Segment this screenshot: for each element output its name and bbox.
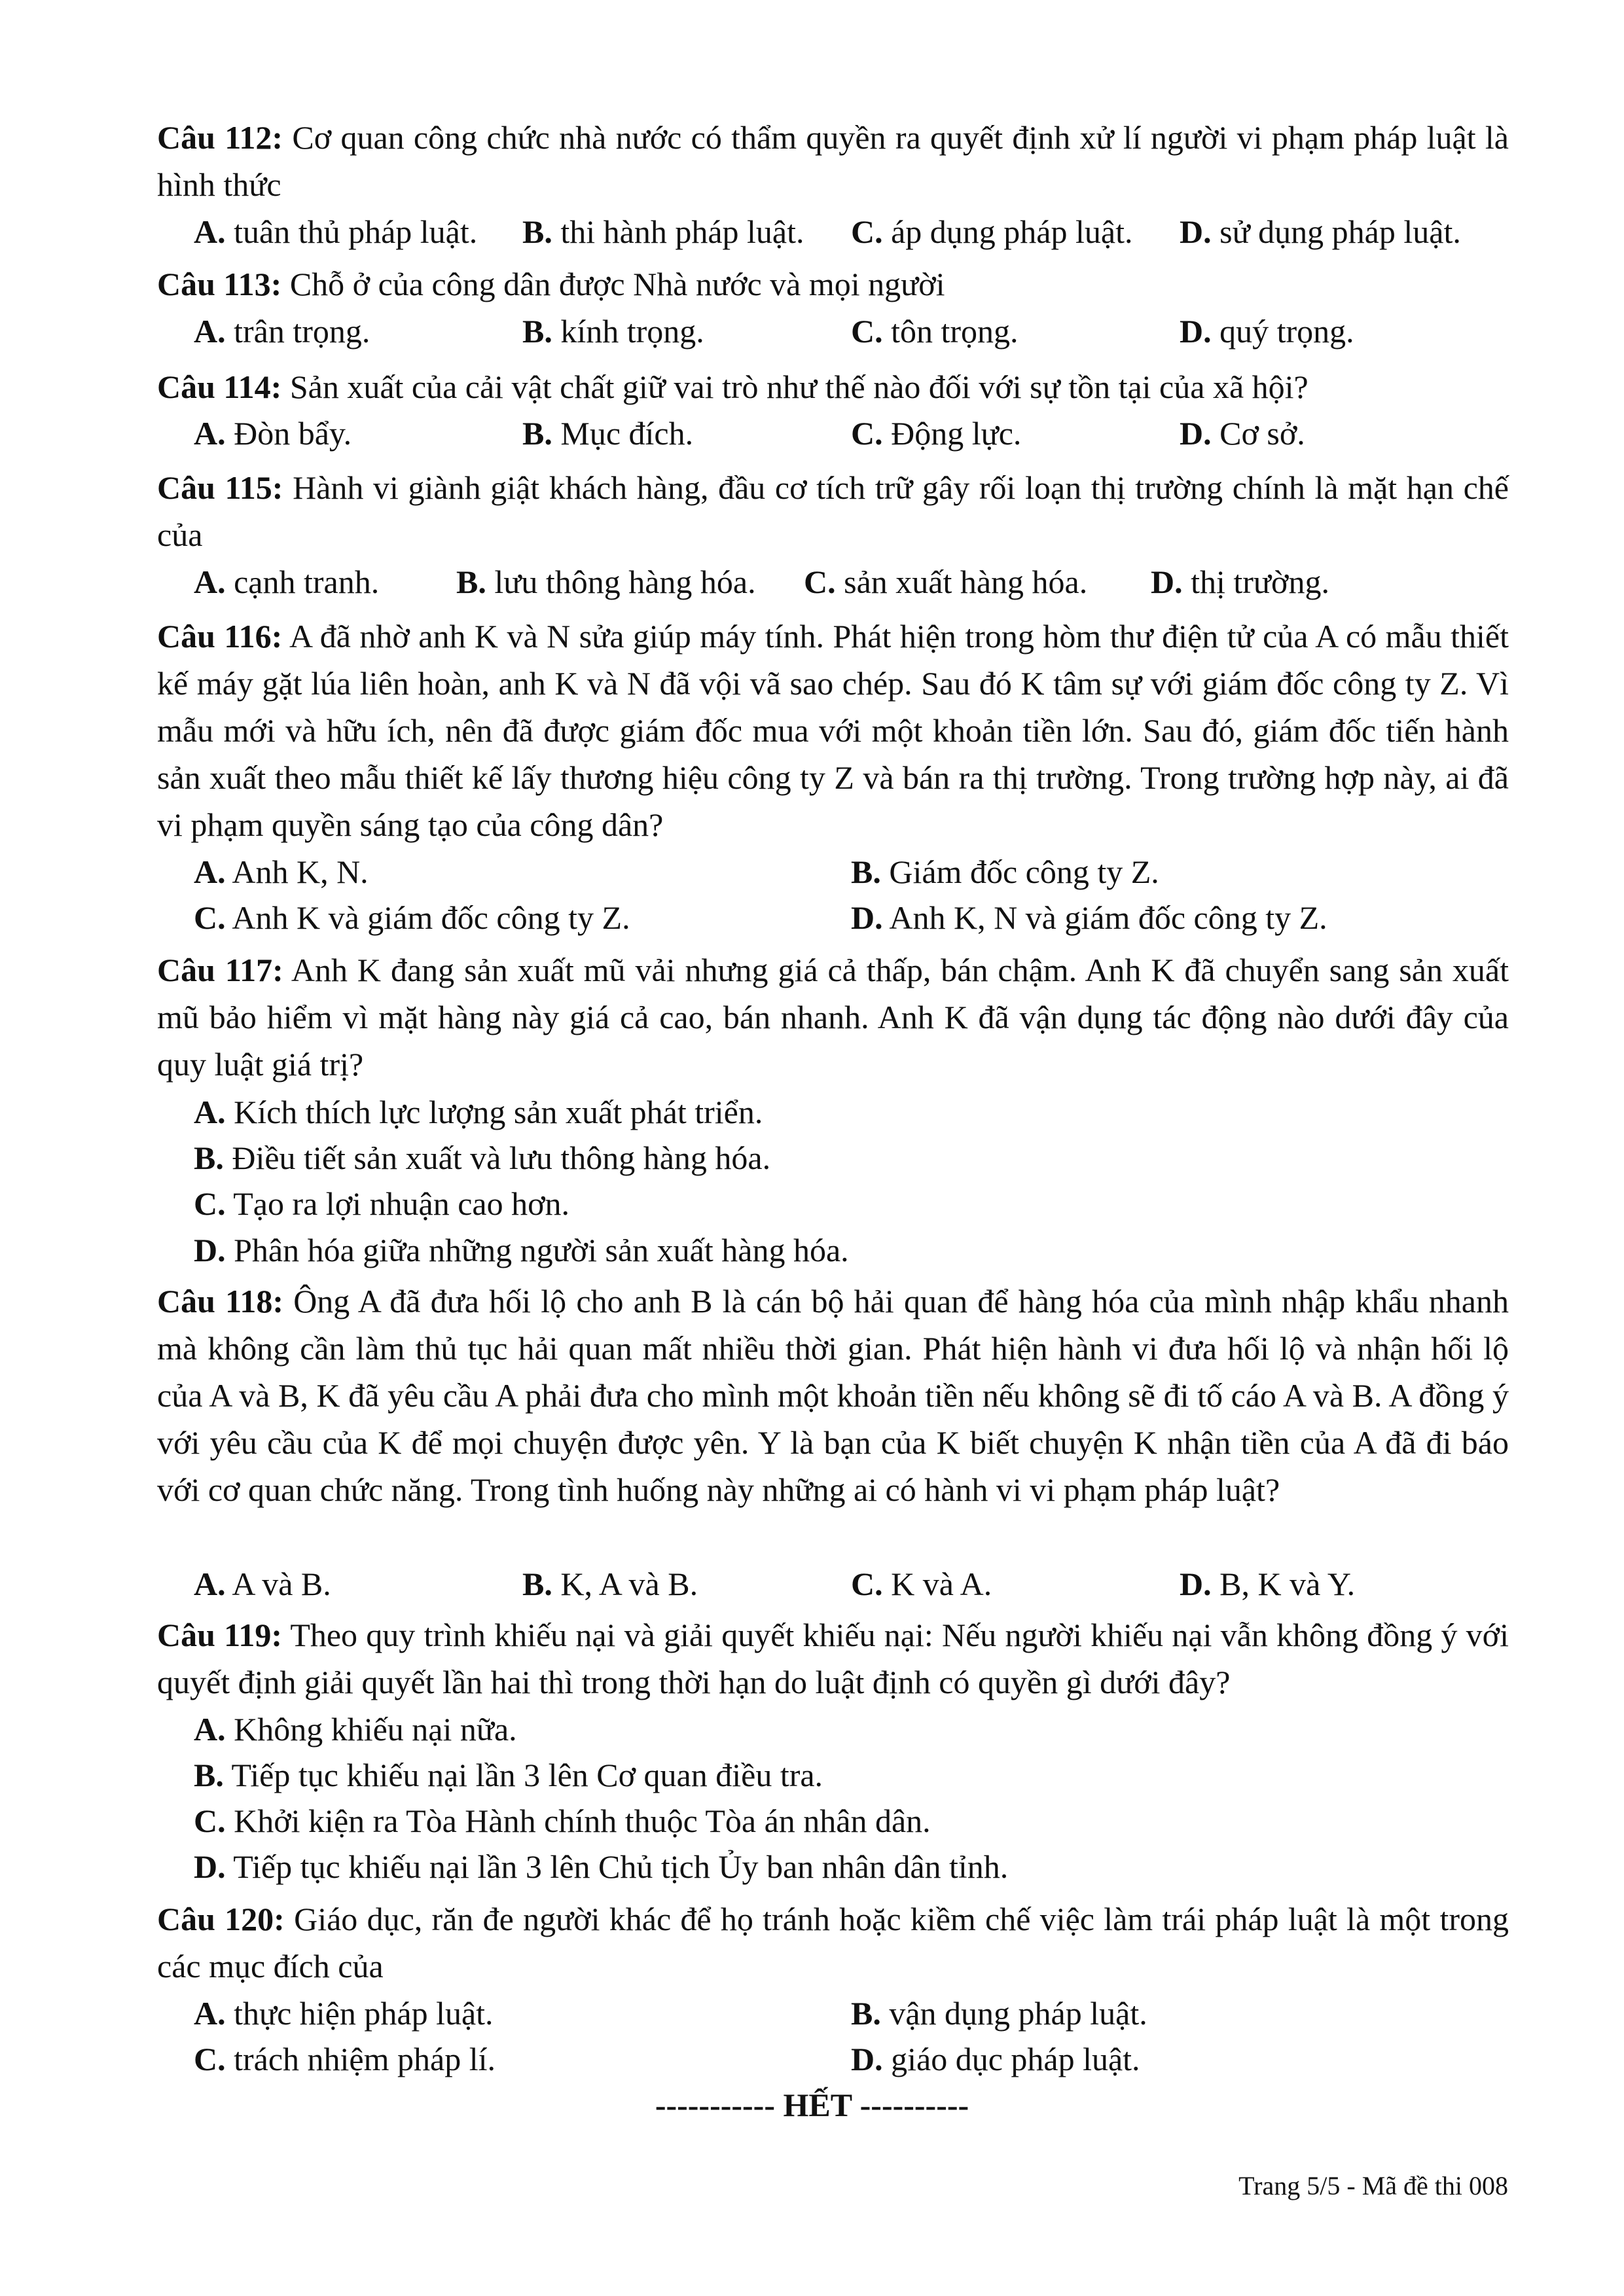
question-text: Giáo dục, răn đe người khác để họ tránh hoặc kiềm chế việc làm trái pháp luật là một trong các mục đích của [157,1901,1509,1984]
question-text: Hành vi giành giật khách hàng, đầu cơ tích trữ gây rối loạn thị trường chính là mặt hạn chế của [157,469,1509,553]
option-c: C. Khởi kiện ra Tòa Hành chính thuộc Tòa án nhân dân. [194,1803,931,1839]
option-d: D. quý trọng. [1180,313,1354,350]
option-b: B. Giám đốc công ty Z. [851,853,1159,890]
question-number: Câu 112: [157,119,283,156]
option-b: B. Tiếp tục khiếu nại lần 3 lên Cơ quan điều tra. [194,1757,823,1793]
option-c: C. sản xuất hàng hóa. [804,564,1088,600]
option-d: D. B, K và Y. [1180,1566,1356,1602]
option-a: A. A và B. [194,1566,331,1602]
option-c: C. áp dụng pháp luật. [851,213,1133,250]
option-b: B. vận dụng pháp luật. [851,1995,1147,2032]
option-b: B. Điều tiết sản xuất và lưu thông hàng hóa. [194,1139,771,1176]
option-b: B. thi hành pháp luật. [522,213,804,250]
option-d: D. Cơ sở. [1180,415,1305,452]
option-a: A. Kích thích lực lượng sản xuất phát triển. [194,1094,763,1130]
option-c: C. Tạo ra lợi nhuận cao hơn. [194,1185,570,1222]
question-114 [157,363,1509,410]
question-117 [157,946,1509,1088]
question-text: Anh K đang sản xuất mũ vải nhưng giá cả thấp, bán chậm. Anh K đã chuyển sang sản xuất mũ bảo hiểm vì mặt hàng này giá cả cao, bán nhanh. Anh K đã vận dụng tác động nào dưới đây của quy luật giá trị? [157,952,1509,1083]
question-118 [157,1278,1509,1513]
question-number: Câu 113: [157,266,282,302]
page-info: Trang 5/5 - Mã đề thi 008 [1238,2171,1508,2200]
question-number: Câu 120: [157,1901,285,1937]
question-number: Câu 116: [157,618,283,655]
option-b: B. K, A và B. [522,1566,698,1602]
question-number: Câu 114: [157,368,282,405]
option-b: B. Mục đích. [522,415,694,452]
option-b: B. kính trọng. [522,313,704,350]
option-d: D. Tiếp tục khiếu nại lần 3 lên Chủ tịch Ủy ban nhân dân tỉnh. [194,1848,1009,1885]
question-number: Câu 117: [157,952,283,988]
option-c: C. Anh K và giám đốc công ty Z. [194,899,630,936]
question-116 [157,613,1509,848]
question-113 [157,260,1509,308]
option-a: A. trân trọng. [194,313,370,350]
option-a: A. Anh K, N. [194,853,369,890]
option-c: C. K và A. [851,1566,992,1602]
question-text: Ông A đã đưa hối lộ cho anh B là cán bộ hải quan để hàng hóa của mình nhập khẩu nhanh mà không cần làm thủ tục hải quan mất nhiều thời gian. Phát hiện hành vi đưa hối lộ và nhận hối lộ của A và B, K đã yêu cầu A phải đưa cho mình một khoản tiền nếu không sẽ đi tố cáo A và B. A đồng ý với yêu cầu của K để mọi chuyện được yên. Y là bạn của K biết chuyện K nhận tiền của A đã đi báo với cơ quan chức năng. Trong tình huống này những ai có hành vi vi phạm pháp luật? [157,1283,1509,1508]
option-a: A. cạnh tranh. [194,564,380,600]
question-number: Câu 118: [157,1283,283,1319]
question-text: Cơ quan công chức nhà nước có thẩm quyền ra quyết định xử lí người vi phạm pháp luật là hình thức [157,119,1509,203]
option-c: C. Động lực. [851,415,1022,452]
question-119 [157,1611,1509,1706]
question-text: Chỗ ở của công dân được Nhà nước và mọi người [289,266,945,302]
option-a: A. thực hiện pháp luật. [194,1995,494,2032]
question-112 [157,114,1509,208]
question-text: A đã nhờ anh K và N sửa giúp máy tính. Phát hiện trong hòm thư điện tử của A có mẫu thiết kế máy gặt lúa liên hoàn, anh K và N đã vội vã sao chép. Sau đó K tâm sự với giám đốc công ty Z. Vì mẫu mới và hữu ích, nên đã được giám đốc mua với một khoản tiền lớn. Sau đó, giám đốc tiến hành sản xuất theo mẫu thiết kế lấy thương hiệu công ty Z và bán ra thị trường. Trong trường hợp này, ai đã vi phạm quyền sáng tạo của công dân? [157,618,1509,843]
question-120 [157,1895,1509,1990]
option-d: D. Phân hóa giữa những người sản xuất hàng hóa. [194,1232,849,1268]
question-number: Câu 119: [157,1617,283,1653]
question-115 [157,464,1509,558]
option-a: A. Không khiếu nại nữa. [194,1711,517,1748]
question-number: Câu 115: [157,469,283,506]
option-d: D. sử dụng pháp luật. [1180,213,1461,250]
option-c: C. tôn trọng. [851,313,1019,350]
option-a: A. Đòn bẩy. [194,415,352,452]
option-d: D. Anh K, N và giám đốc công ty Z. [851,899,1327,936]
option-a: A. tuân thủ pháp luật. [194,213,478,250]
option-d: D. thị trường. [1151,564,1329,600]
option-b: B. lưu thông hàng hóa. [456,564,756,600]
end-marker: ----------- HẾT ---------- [655,2087,969,2123]
option-d: D. giáo dục pháp luật. [851,2041,1140,2077]
option-c: C. trách nhiệm pháp lí. [194,2041,496,2077]
question-text: Sản xuất của cải vật chất giữ vai trò như thế nào đối với sự tồn tại của xã hội? [289,368,1308,405]
question-text: Theo quy trình khiếu nại và giải quyết khiếu nại: Nếu người khiếu nại vẫn không đồng ý với quyết định giải quyết lần hai thì trong thời hạn do luật định có quyền gì dưới đây? [157,1617,1509,1700]
